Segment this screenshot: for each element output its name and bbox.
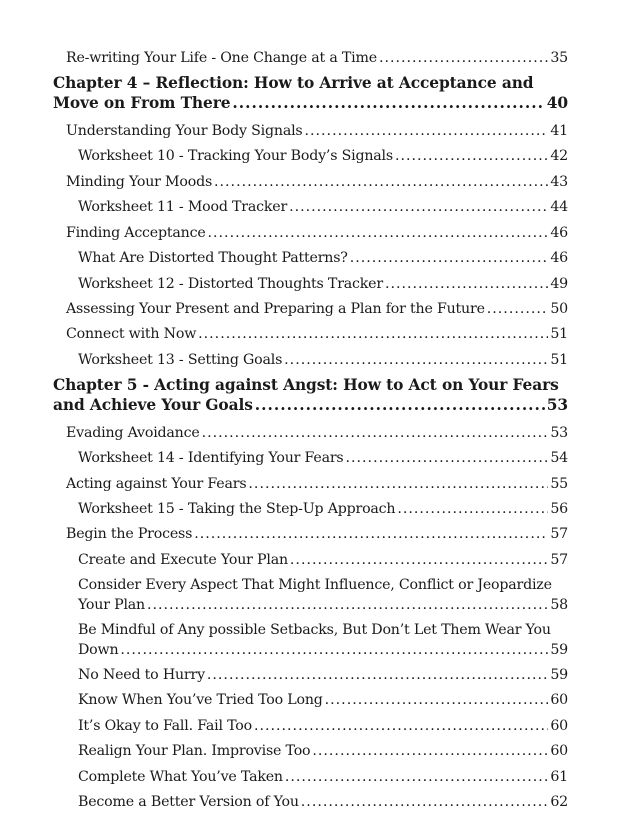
dot-leader	[397, 499, 548, 519]
toc-section-entry	[78, 690, 568, 710]
toc-chapter-entry	[53, 73, 568, 113]
toc-entry-title: Be Mindful of Any possible Setbacks, But Don’t Let Them Wear You	[78, 622, 551, 638]
toc-section-entry	[78, 575, 568, 615]
toc-entry-title: Chapter 4 – Reflection: How to Arrive at Acceptance and	[53, 74, 534, 92]
dot-leader	[198, 324, 548, 344]
toc-entry-title: Acting against Your Fears	[66, 476, 247, 492]
toc-section-entry	[66, 223, 568, 243]
toc-entry-title: Worksheet 13 - Setting Goals	[78, 352, 283, 368]
toc-page-number: 55	[550, 476, 568, 492]
toc-entry-title: Complete What You’ve Taken	[78, 769, 283, 785]
toc-entry-line	[66, 121, 568, 141]
dot-leader	[289, 197, 548, 217]
toc-page-number: 57	[550, 552, 568, 568]
toc-page-number: 42	[550, 148, 568, 164]
toc-entry-line	[78, 741, 568, 761]
dot-leader	[487, 299, 549, 319]
dot-leader	[254, 716, 548, 736]
toc-entry-title: Chapter 5 - Acting against Angst: How to Act on Your Fears	[53, 376, 559, 394]
dot-leader	[208, 223, 549, 243]
toc-entry-title: Worksheet 11 - Mood Tracker	[78, 199, 288, 215]
dot-leader	[379, 48, 548, 68]
toc-entry-title: It’s Okay to Fall. Fail Too	[78, 718, 252, 734]
toc-entry-line	[66, 48, 568, 68]
toc-section-entry	[78, 248, 568, 268]
toc-entry-line	[78, 146, 568, 166]
dot-leader	[120, 640, 548, 660]
toc-entry-title: Become a Better Version of You	[78, 794, 299, 810]
toc-page-number: 44	[550, 199, 568, 215]
toc-entry-title: Understanding Your Body Signals	[66, 123, 303, 139]
toc-entry-title: Move on From There	[53, 94, 231, 112]
toc-section-entry	[78, 767, 568, 787]
toc-entry-line	[66, 299, 568, 319]
toc-page-number: 50	[550, 301, 568, 317]
toc-page-number: 46	[550, 250, 568, 266]
toc-section-entry	[78, 350, 568, 370]
toc-entry-title: Worksheet 12 - Distorted Thoughts Tracker	[78, 276, 383, 292]
toc-page-number: 49	[550, 276, 568, 292]
toc-entry-title: Know When You’ve Tried Too Long	[78, 692, 323, 708]
toc-entry-line	[78, 448, 568, 468]
toc-page-number: 53	[550, 425, 568, 441]
dot-leader	[214, 172, 548, 192]
toc-entry-title: Re-writing Your Life - One Change at a Time	[66, 50, 377, 66]
toc-page-number: 61	[550, 769, 568, 785]
toc-section-entry	[78, 197, 568, 217]
toc-entry-line	[66, 524, 568, 544]
toc-section-entry	[66, 474, 568, 494]
toc-page-number: 54	[550, 450, 568, 466]
toc-section-entry	[66, 299, 568, 319]
toc-entry-title: Connect with Now	[66, 326, 197, 342]
dot-leader	[290, 550, 548, 570]
toc-entry-title: Consider Every Aspect That Might Influence, Conflict or Jeopardize	[78, 577, 552, 593]
toc-entry-line	[53, 395, 568, 415]
toc-entry-title: Minding Your Moods	[66, 174, 213, 190]
dot-leader	[232, 93, 544, 113]
toc-page-number: 43	[550, 174, 568, 190]
dot-leader	[301, 792, 549, 812]
toc-entry-title: Realign Your Plan. Improvise Too	[78, 743, 311, 759]
toc-page-number: 40	[546, 94, 568, 112]
toc-entry-title: What Are Distorted Thought Patterns?	[78, 250, 348, 266]
toc-section-entry	[78, 274, 568, 294]
toc-page-number: 59	[550, 642, 568, 658]
toc-section-entry	[78, 448, 568, 468]
toc-section-entry	[78, 716, 568, 736]
toc-entry-line	[78, 499, 568, 519]
toc-entry-line	[78, 640, 568, 660]
toc-page-number: 60	[550, 718, 568, 734]
toc-entry-line	[78, 690, 568, 710]
dot-leader	[285, 767, 548, 787]
toc-page-number: 62	[550, 794, 568, 810]
toc-section-entry	[78, 620, 568, 660]
toc-entry-line	[78, 248, 568, 268]
toc-entry-title: Begin the Process	[66, 526, 193, 542]
toc-section-entry	[66, 423, 568, 443]
dot-leader	[395, 146, 548, 166]
toc-entry-line	[66, 474, 568, 494]
toc-section-entry	[66, 324, 568, 344]
toc-entry-line	[66, 172, 568, 192]
toc-section-entry	[78, 146, 568, 166]
toc-entry-title: Finding Acceptance	[66, 225, 206, 241]
toc-page-number: 56	[550, 501, 568, 517]
toc-entry-title: Worksheet 15 - Taking the Step-Up Approach	[78, 501, 396, 517]
dot-leader	[325, 690, 549, 710]
dot-leader	[207, 665, 548, 685]
toc-entry-title: Create and Execute Your Plan	[78, 552, 288, 568]
toc-page-number: 46	[550, 225, 568, 241]
toc-section-entry	[78, 550, 568, 570]
toc-section-entry	[78, 792, 568, 812]
toc-page-number: 51	[550, 352, 568, 368]
toc-entry-line	[78, 716, 568, 736]
toc-entry-line	[53, 93, 568, 113]
toc-section-entry	[66, 48, 568, 68]
dot-leader	[350, 248, 549, 268]
toc-entry-title: Assessing Your Present and Preparing a Plan for the Future	[66, 301, 485, 317]
toc-entry-line	[78, 595, 568, 615]
toc-section-entry	[78, 741, 568, 761]
toc-entry-title: Your Plan	[78, 597, 145, 613]
toc-entry-line	[78, 274, 568, 294]
toc-entry-line	[66, 223, 568, 243]
toc-entry-line	[66, 324, 568, 344]
toc-page-number: 35	[550, 50, 568, 66]
toc-page-number: 59	[550, 667, 568, 683]
toc-entry-title: Worksheet 10 - Tracking Your Body’s Signals	[78, 148, 393, 164]
toc-page-number: 58	[550, 597, 568, 613]
toc-entry-line	[78, 197, 568, 217]
toc-entry-line	[78, 550, 568, 570]
toc-section-entry	[66, 172, 568, 192]
dot-leader	[255, 395, 545, 415]
toc-section-entry	[78, 665, 568, 685]
dot-leader	[202, 423, 549, 443]
toc-entry-line	[78, 665, 568, 685]
toc-chapter-entry	[53, 375, 568, 415]
toc-entry-line	[78, 767, 568, 787]
toc-page-number: 41	[550, 123, 568, 139]
toc-page-number: 53	[546, 396, 568, 414]
toc-entry-line	[78, 792, 568, 812]
dot-leader	[346, 448, 549, 468]
toc-section-entry	[66, 121, 568, 141]
toc-page-number: 60	[550, 743, 568, 759]
toc-entry-title: Worksheet 14 - Identifying Your Fears	[78, 450, 344, 466]
toc-entry-title: Evading Avoidance	[66, 425, 200, 441]
toc-entry-title: No Need to Hurry	[78, 667, 205, 683]
toc-page-number: 51	[550, 326, 568, 342]
toc-page-number: 57	[550, 526, 568, 542]
dot-leader	[385, 274, 548, 294]
toc-section-entry	[66, 524, 568, 544]
dot-leader	[248, 474, 548, 494]
dot-leader	[312, 741, 548, 761]
toc-section-entry	[78, 499, 568, 519]
dot-leader	[305, 121, 549, 141]
toc-entry-line	[78, 350, 568, 370]
toc-entry-title: and Achieve Your Goals	[53, 396, 253, 414]
dot-leader	[194, 524, 548, 544]
dot-leader	[284, 350, 548, 370]
toc-page-number: 60	[550, 692, 568, 708]
toc-entry-line	[66, 423, 568, 443]
toc-entry-title: Down	[78, 642, 119, 658]
dot-leader	[147, 595, 548, 615]
